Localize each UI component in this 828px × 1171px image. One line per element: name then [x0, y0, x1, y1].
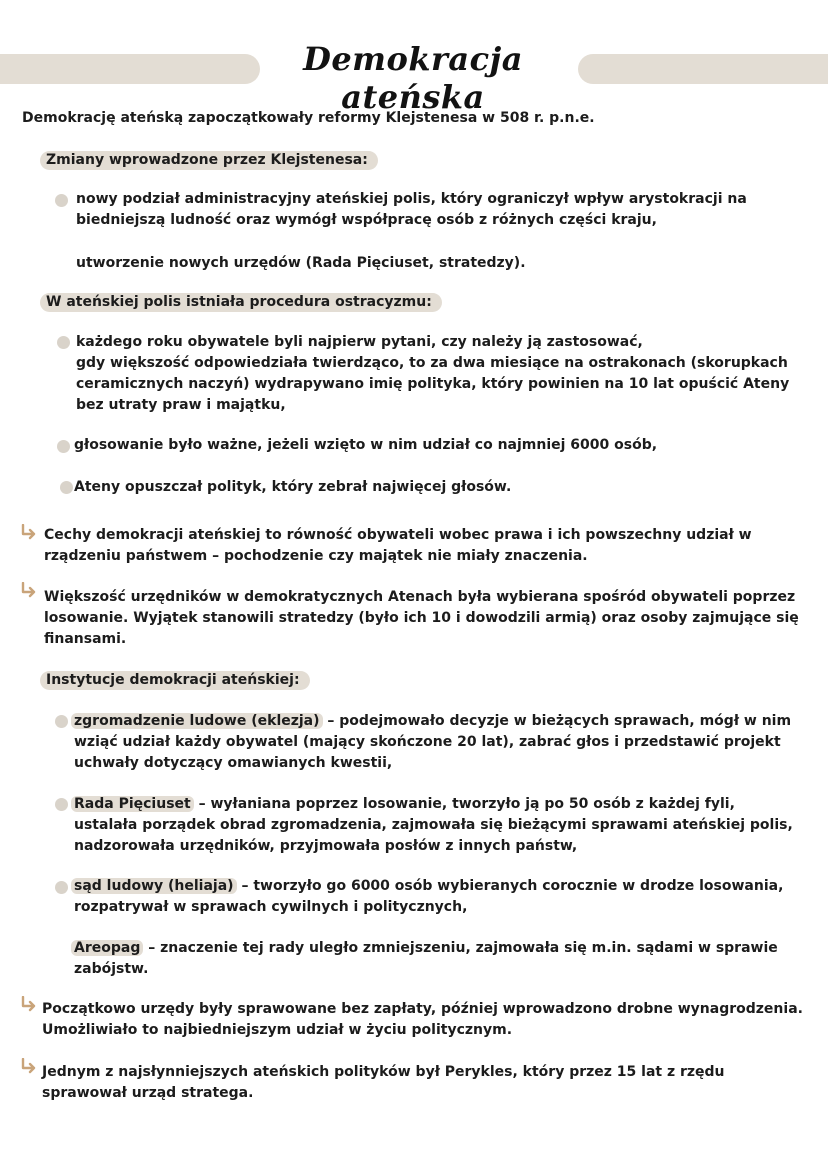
institution-line: wziąć udział każdy obywatel (mający skończone 20 lat), zabrać głos i przedstawić projekt: [74, 734, 781, 750]
note-line: Większość urzędników w demokratycznych Atenach była wybierana spośród obywateli poprzez: [44, 589, 796, 605]
institution-item: Areopag – znaczenie tej rady uległo zmniejszeniu, zajmowała się m.in. sądami w sprawie: [74, 938, 778, 959]
list-item-line: gdy większość odpowiedziała twierdząco, to za dwa miesiące na ostrakonach (skorupkach: [76, 355, 788, 371]
list-item: głosowanie było ważne, jeżeli wzięto w nim udział co najmniej 6000 osób,: [74, 437, 658, 453]
institution-line: nadzorowała urzędników, przyjmowała posłów z innych państw,: [74, 838, 578, 854]
institution-line: rozpatrywał w sprawach cywilnych i politycznych,: [74, 899, 468, 915]
title-bar: [0, 40, 828, 116]
note-line: finansami.: [44, 631, 127, 647]
dot-icon: [60, 481, 73, 494]
section-heading-klejstenes: Zmiany wprowadzone przez Klejstenesa:: [46, 150, 378, 171]
list-item-line: bez utraty praw i majątku,: [76, 397, 286, 413]
institution-item: zgromadzenie ludowe (eklezja) – podejmowało decyzje w bieżących sprawach, mógł w nim: [74, 711, 791, 732]
institution-item: Rada Pięciuset – wyłaniana poprzez losowanie, tworzyło ją po 50 osób z każdej fyli,: [74, 794, 735, 815]
section-heading-instytucje: Instytucje demokracji ateńskiej:: [46, 670, 310, 691]
title-band-left: [0, 54, 260, 84]
dot-icon: [57, 440, 70, 453]
note-line: Początkowo urzędy były sprawowane bez zapłaty, później wprowadzono drobne wynagrodzenia.: [42, 1001, 803, 1017]
dot-icon: [55, 194, 68, 207]
list-item-line: nowy podział administracyjny ateńskiej polis, który ograniczył wpływ arystokracji na: [76, 191, 747, 207]
note-line: sprawował urząd stratega.: [42, 1085, 254, 1101]
dot-icon: [55, 715, 68, 728]
institution-line: zabójstw.: [74, 961, 149, 977]
title-band-right: [578, 54, 828, 84]
institution-line: uchwały dotyczący omawianych kwestii,: [74, 755, 393, 771]
note-line: Cechy demokracji ateńskiej to równość obywateli wobec prawa i ich powszechny udział w: [44, 527, 752, 543]
arrow-icon: [20, 582, 38, 598]
institution-term: sąd ludowy (heliaja): [71, 878, 237, 894]
institution-term: Areopag: [71, 940, 143, 956]
arrow-icon: [20, 1058, 38, 1074]
list-item-line: biedniejszą ludność oraz wymógł współpracę osób z różnych części kraju,: [76, 212, 657, 228]
institution-term: zgromadzenie ludowe (eklezja): [71, 713, 323, 729]
dot-icon: [57, 336, 70, 349]
note-line: losowanie. Wyjątek stanowili stratedzy (było ich 10 i dowodzili armią) oraz osoby zajmujące się: [44, 610, 799, 626]
institution-item: sąd ludowy (heliaja) – tworzyło go 6000 osób wybieranych corocznie w drodze losowania,: [74, 876, 783, 897]
arrow-icon: [20, 996, 38, 1012]
institution-term: Rada Pięciuset: [71, 796, 194, 812]
dot-icon: [55, 798, 68, 811]
list-item: utworzenie nowych urzędów (Rada Pięciuset, stratedzy).: [76, 255, 526, 271]
note-line: Jednym z najsłynniejszych ateńskich polityków był Perykles, który przez 15 lat z rzędu: [42, 1064, 725, 1080]
section-heading-ostracyzm: W ateńskiej polis istniała procedura ostracyzmu:: [46, 292, 442, 313]
note-line: rządzeniu państwem – pochodzenie czy majątek nie miały znaczenia.: [44, 548, 588, 564]
list-item-line: każdego roku obywatele byli najpierw pytani, czy należy ją zastosować,: [76, 334, 643, 350]
intro-text: Demokrację ateńską zapoczątkowały reformy Klejstenesa w 508 r. p.n.e.: [22, 110, 595, 126]
page-title: Demokracja ateńska: [303, 40, 523, 116]
list-item-line: ceramicznych naczyń) wydrapywano imię polityka, który powinien na 10 lat opuścić Ateny: [76, 376, 790, 392]
dot-icon: [55, 881, 68, 894]
list-item: Ateny opuszczał polityk, który zebrał najwięcej głosów.: [74, 479, 512, 495]
institution-line: ustalała porządek obrad zgromadzenia, zajmowała się bieżącymi sprawami ateńskiej polis,: [74, 817, 793, 833]
note-line: Umożliwiało to najbiedniejszym udział w życiu politycznym.: [42, 1022, 513, 1038]
arrow-icon: [20, 524, 38, 540]
